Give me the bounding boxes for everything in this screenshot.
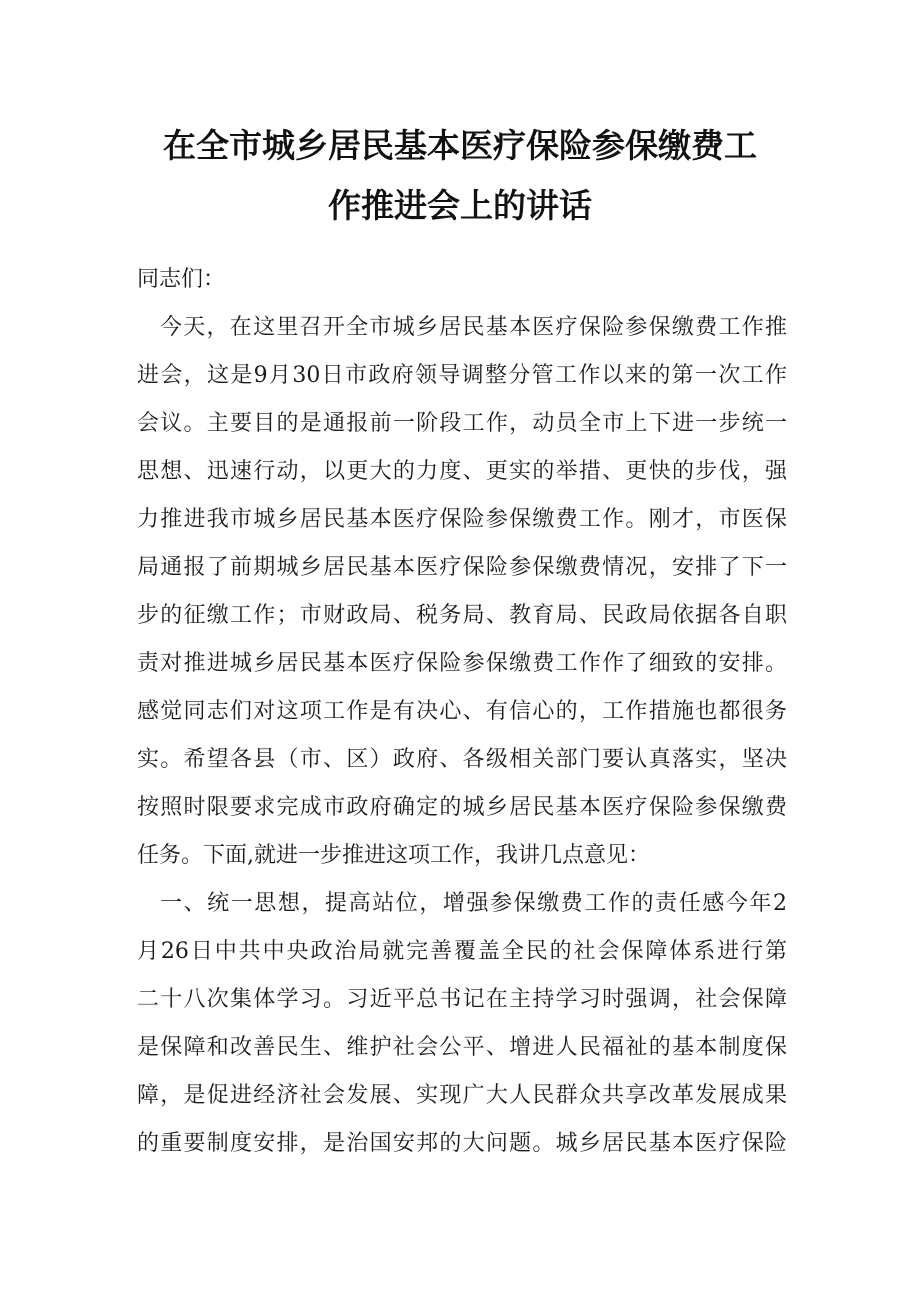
paragraph-line: 是保障和改善民生、维护社会公平、增进人民福祉的基本制度保 bbox=[137, 1035, 787, 1060]
paragraph-line: 的重要制度安排，是治国安邦的大问题。城乡居民基本医疗保险 bbox=[137, 1131, 787, 1156]
paragraph-line: 障，是促进经济社会发展、实现广大人民群众共享改革发展成果 bbox=[137, 1083, 787, 1108]
paragraph-line: 今天，在这里召开全市城乡居民基本医疗保险参保缴费工作推 bbox=[160, 315, 787, 340]
paragraph-line: 思想、迅速行动，以更大的力度、更实的举措、更快的步伐，强 bbox=[137, 459, 787, 484]
paragraph-line: 会议。主要目的是通报前一阶段工作，动员全市上下进一步统一 bbox=[137, 411, 787, 436]
paragraph-line: 力推进我市城乡居民基本医疗保险参保缴费工作。刚才，市医保 bbox=[137, 507, 787, 532]
document-title-line-1: 在全市城乡居民基本医疗保险参保缴费工 bbox=[163, 126, 757, 165]
salutation: 同志们： bbox=[137, 267, 226, 292]
paragraph-line: 进会，这是9月30日市政府领导调整分管工作以来的第一次工作 bbox=[137, 363, 787, 388]
paragraph-line: 局通报了前期城乡居民基本医疗保险参保缴费情况，安排了下一 bbox=[137, 555, 787, 580]
paragraph-line: 按照时限要求完成市政府确定的城乡居民基本医疗保险参保缴费 bbox=[137, 795, 787, 820]
paragraph-line: 任务。下面,就进一步推进这项工作，我讲几点意见： bbox=[137, 843, 650, 868]
paragraph-line: 责对推进城乡居民基本医疗保险参保缴费工作作了细致的安排。 bbox=[137, 651, 787, 676]
section-heading-line: 一、统一思想，提高站位，增强参保缴费工作的责任感今年2 bbox=[160, 891, 787, 916]
paragraph-line: 实。希望各县（市、区）政府、各级相关部门要认真落实，坚决 bbox=[137, 747, 787, 772]
paragraph-line: 步的征缴工作；市财政局、税务局、教育局、民政局依据各自职 bbox=[137, 603, 787, 628]
paragraph-line: 月26日中共中央政治局就完善覆盖全民的社会保障体系进行第 bbox=[137, 939, 787, 964]
paragraph-line: 二十八次集体学习。习近平总书记在主持学习时强调，社会保障 bbox=[137, 987, 787, 1012]
paragraph-line: 感觉同志们对这项工作是有决心、有信心的，工作措施也都很务 bbox=[137, 699, 787, 724]
document-title-line-2: 作推进会上的讲话 bbox=[328, 186, 592, 225]
